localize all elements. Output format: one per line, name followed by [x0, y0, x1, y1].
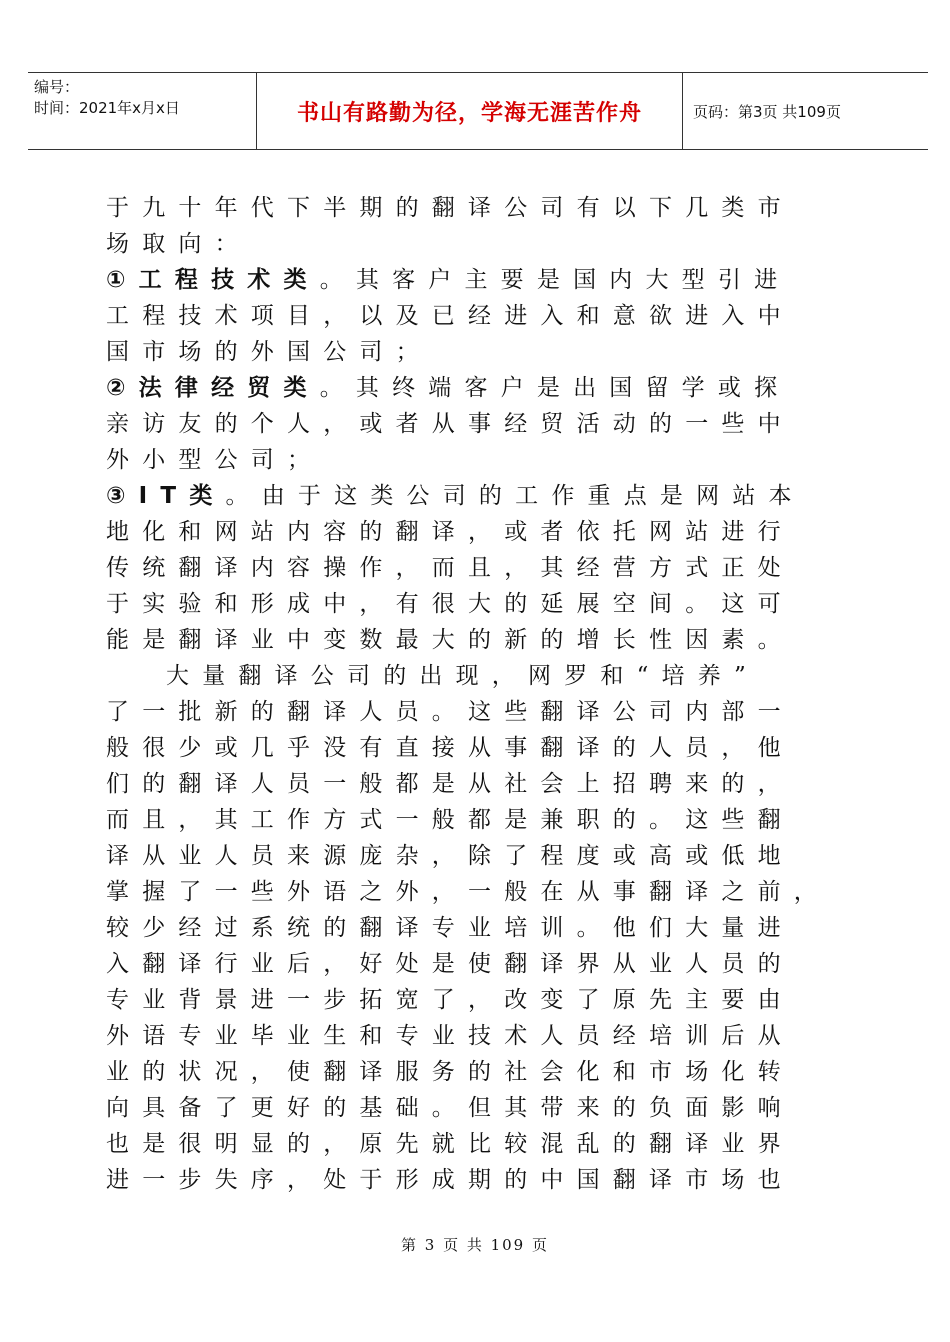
text-line [106, 1054, 866, 1090]
line-text: 向具备了更好的基础。但其带来的负面影响 [106, 1095, 794, 1121]
line-text: 业的状况，使翻译服务的社会化和市场化转 [106, 1059, 794, 1085]
text-line [106, 370, 866, 406]
line-text: 较少经过系统的翻译专业培训。他们大量进 [106, 915, 794, 941]
text-line [106, 730, 866, 766]
line-text: 。由于这类公司的工作重点是网站本 [225, 483, 805, 509]
document-header [28, 72, 928, 150]
text-line [106, 1162, 866, 1198]
text-line [106, 1126, 866, 1162]
text-line [106, 982, 866, 1018]
line-text: 地化和网站内容的翻译，或者依托网站进行 [106, 519, 794, 545]
line-text: 专业背景进一步拓宽了，改变了原先主要由 [106, 987, 794, 1013]
text-line [106, 586, 866, 622]
text-line [106, 1018, 866, 1054]
line-text: 亲访友的个人，或者从事经贸活动的一些中 [106, 411, 794, 437]
text-line [106, 298, 866, 334]
time-label: 时间：2021年x月x日 [34, 99, 180, 117]
header-motto: 书山有路勤为径，学海无涯苦作舟 [257, 73, 683, 149]
line-text: 译从业人员来源庞杂，除了程度或高或低地 [106, 843, 794, 869]
text-line [106, 334, 866, 370]
text-line [106, 946, 866, 982]
line-text: 而且，其工作方式一般都是兼职的。这些翻 [106, 807, 794, 833]
line-text: 。其客户主要是国内大型引进 [319, 267, 791, 293]
text-line [106, 514, 866, 550]
line-text: 入翻译行业后，好处是使翻译界从业人员的 [106, 951, 794, 977]
number-label: 编号： [34, 78, 80, 96]
category-heading: ①工程技术类 [106, 267, 320, 293]
text-line [106, 550, 866, 586]
line-text: 于九十年代下半期的翻译公司有以下几类市 [106, 195, 794, 221]
page-footer: 第 3 页 共 109 页 [400, 1236, 549, 1254]
line-text: 外小型公司； [106, 447, 324, 473]
text-line [106, 442, 866, 478]
category-heading: ③IT类 [106, 483, 226, 509]
text-line [106, 478, 866, 514]
line-text: 般很少或几乎没有直接从事翻译的人员，他 [106, 735, 794, 761]
text-line [106, 910, 866, 946]
line-text: 们的翻译人员一般都是从社会上招聘来的， [106, 771, 794, 797]
line-text: 工程技术项目，以及已经进入和意欲进入中 [106, 303, 794, 329]
line-text: 国市场的外国公司； [106, 339, 432, 365]
text-line [106, 1090, 866, 1126]
category-heading: ②法律经贸类 [106, 375, 320, 401]
body-text [106, 190, 866, 1198]
line-text: 也是很明显的，原先就比较混乱的翻译业界 [106, 1131, 794, 1157]
line-text: 传统翻译内容操作，而且，其经营方式正处 [106, 555, 794, 581]
text-line [106, 874, 866, 910]
text-line [106, 226, 866, 262]
line-text: 外语专业毕业生和专业技术人员经培训后从 [106, 1023, 794, 1049]
line-text: 能是翻译业中变数最大的新的增长性因素。 [106, 627, 794, 653]
line-text: 掌握了一些外语之外，一般在从事翻译之前， [106, 879, 830, 905]
line-text: 。其终端客户是出国留学或探 [319, 375, 791, 401]
header-meta [28, 73, 257, 149]
text-line [106, 694, 866, 730]
text-line [106, 838, 866, 874]
text-line [106, 802, 866, 838]
line-text: 了一批新的翻译人员。这些翻译公司内部一 [106, 699, 794, 725]
text-line [106, 622, 866, 658]
header-page-info: 页码：第3页 共109页 [693, 102, 841, 121]
line-text: 进一步失序，处于形成期的中国翻译市场也 [106, 1167, 794, 1193]
text-line [106, 262, 866, 298]
text-line [106, 766, 866, 802]
text-line [106, 190, 866, 226]
line-text: 于实验和形成中，有很大的延展空间。这可 [106, 591, 794, 617]
text-line [106, 658, 866, 694]
line-text: 大量翻译公司的出现，网罗和“培养” [166, 663, 759, 689]
line-text: 场取向： [106, 231, 251, 257]
text-line [106, 406, 866, 442]
